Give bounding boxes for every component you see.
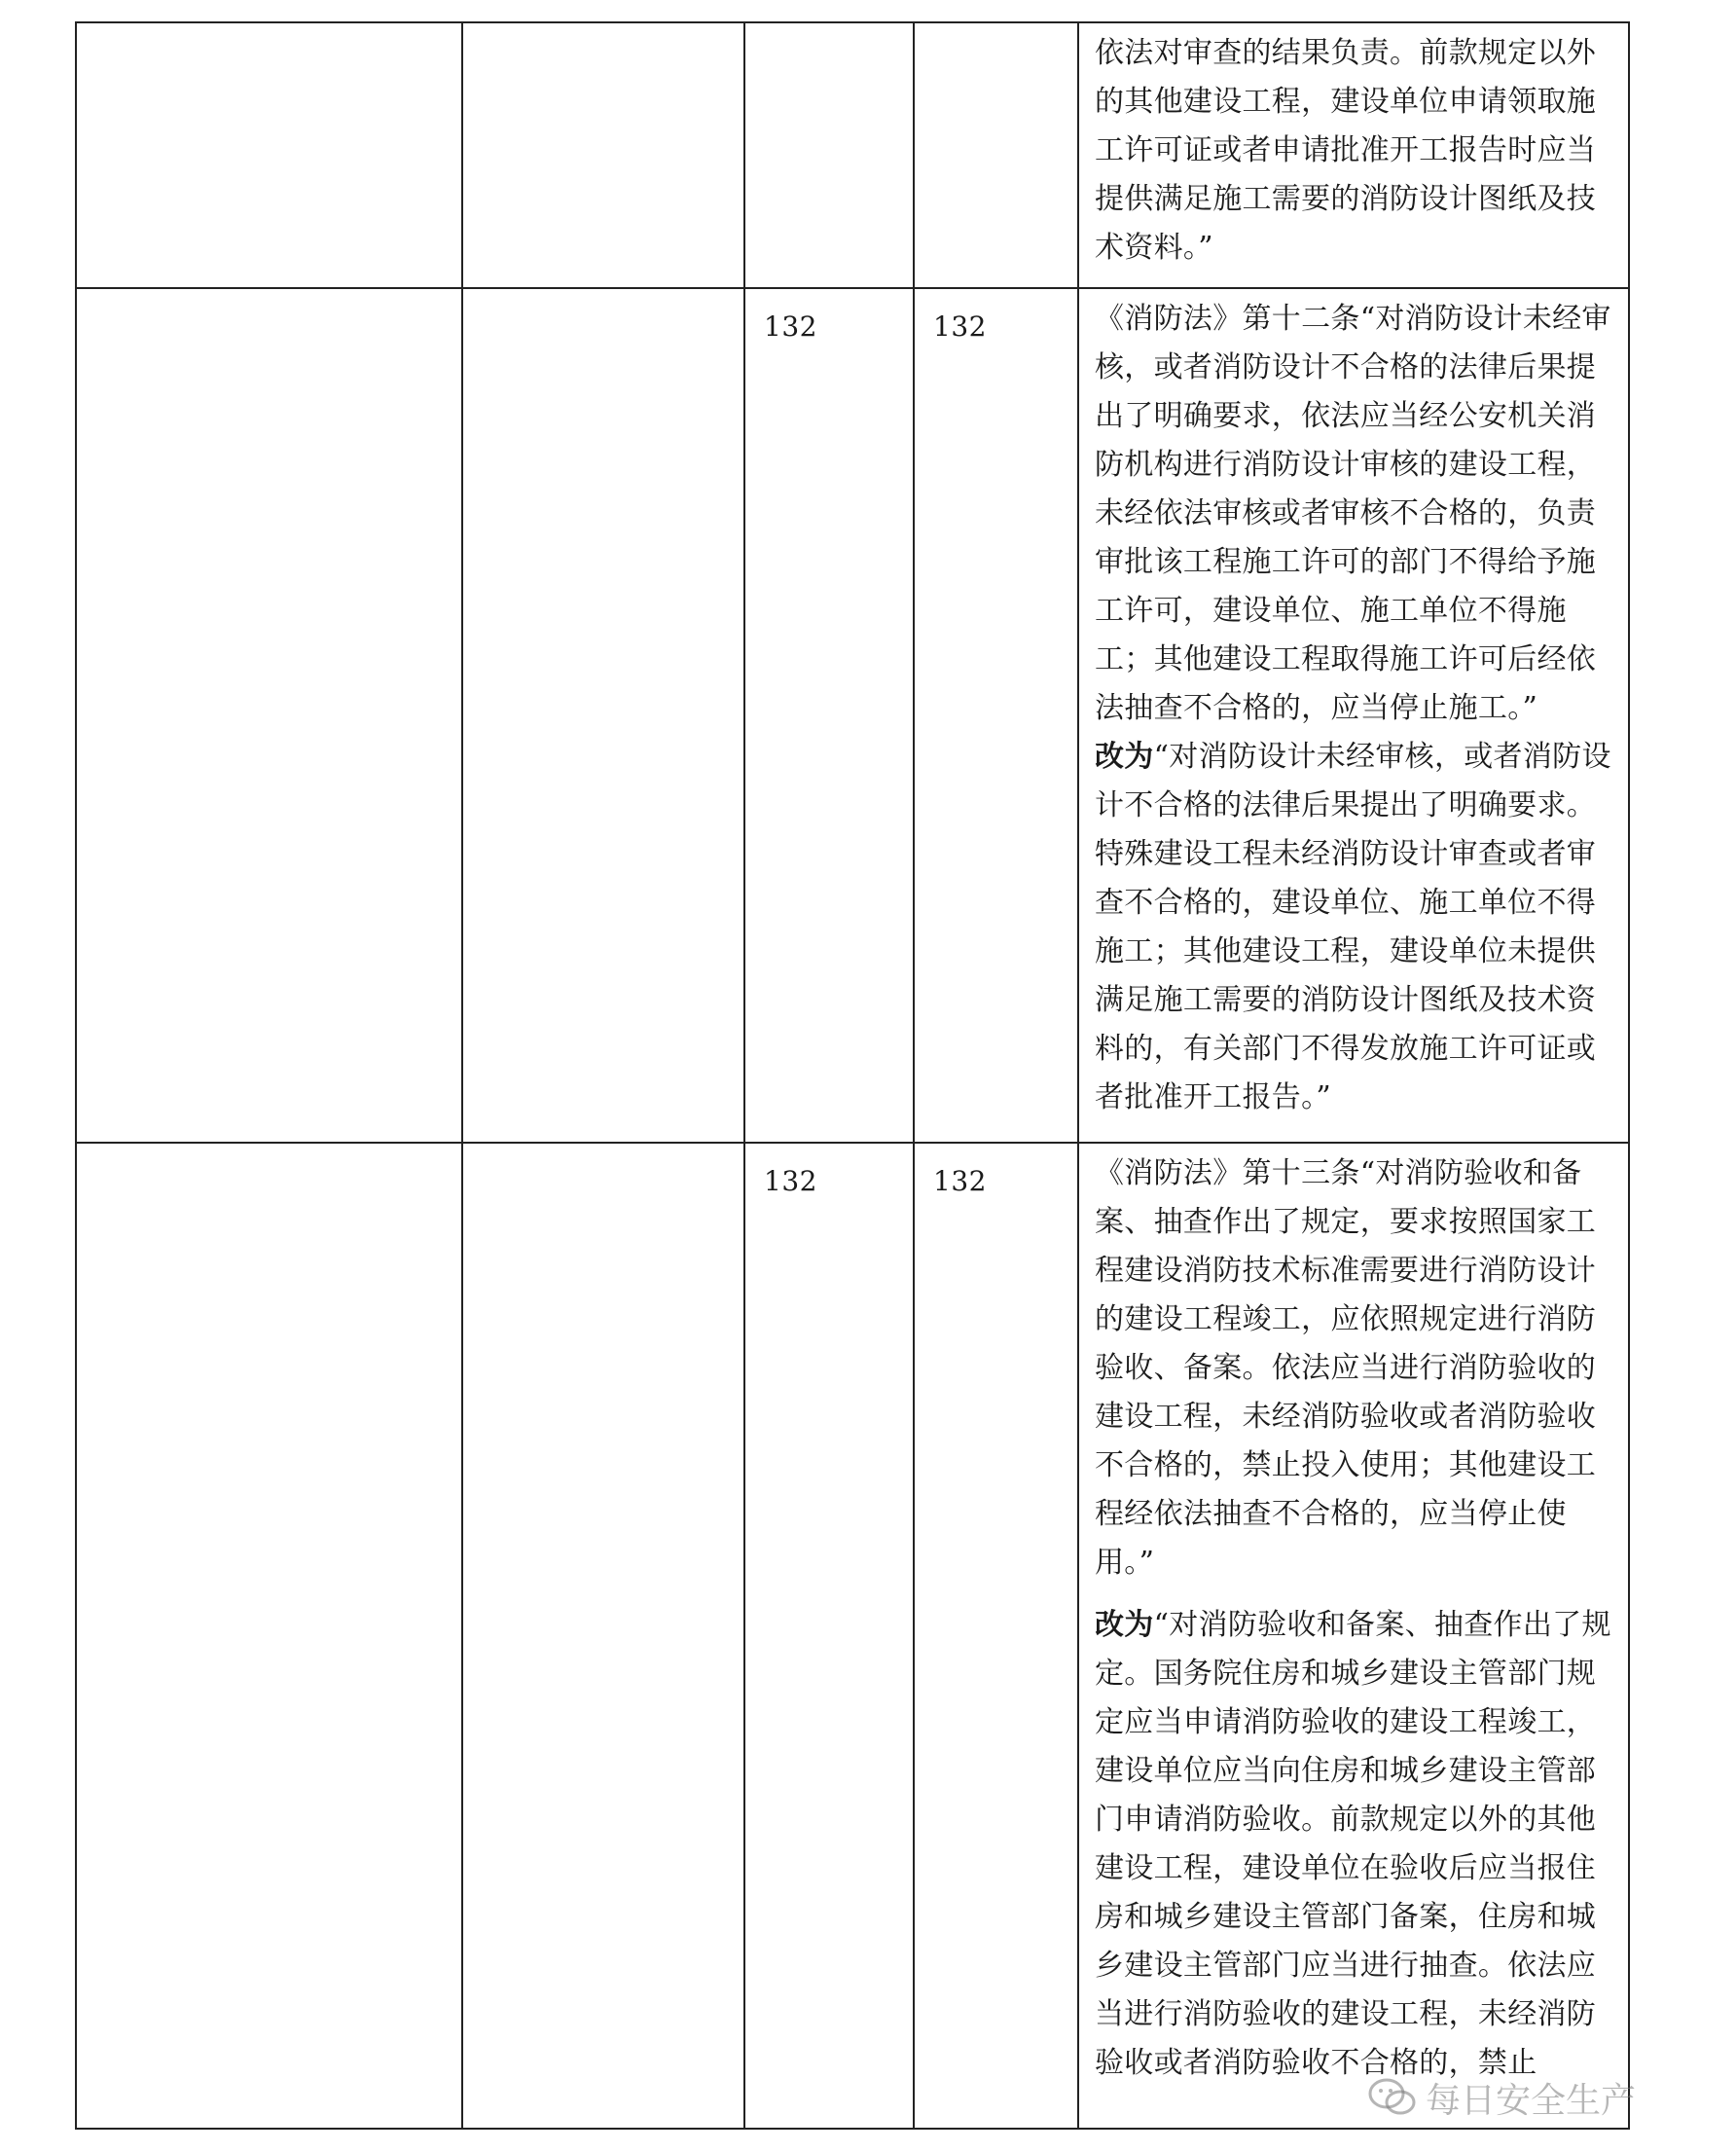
watermark-text: 每日安全生产 [1426,2080,1637,2121]
provision-paragraph-revised [1095,1601,1614,2088]
provision-text: 《消防法》第十二条“对消防设计未经审核，或者消防设计不合格的法律后果提出了明确要求，依法应当经公安机关消防机构进行消防设计审核的建设工程，未经依法审核或者审核不合格的，负责审批该工程施工许可的部门不得给予施工许可，建设单位、施工单位不得施工；其他建设工程取得施工许可后经依法抽查不合格的，应当停止施工。” [1095,302,1611,725]
empty-cell-2 [462,1143,744,2129]
change-marker: 改为 [1095,1608,1154,1642]
number-cell-a: 132 [744,288,914,1143]
provision-paragraph [1095,295,1614,733]
document-table [75,21,1630,2130]
provision-text: “对消防验收和备案、抽查作出了规定。国务院住房和城乡建设主管部门规定应当申请消防验收的建设工程竣工，建设单位应当向住房和城乡建设主管部门申请消防验收。前款规定以外的其他建设工程，建设单位在验收后应当报住房和城乡建设主管部门备案，住房和城乡建设主管部门应当进行抽查。依法应当进行消防验收的建设工程，未经消防验收或者消防验收不合格的，禁止 [1095,1608,1611,2080]
table-row [76,22,1629,288]
change-marker: 改为 [1095,740,1154,774]
provision-paragraph [1095,1149,1614,1587]
table-row [76,1143,1629,2129]
empty-cell-1 [76,1143,462,2129]
empty-cell-1 [76,288,462,1143]
provision-paragraph-revised [1095,733,1614,1122]
number-cell-b [914,22,1078,288]
provision-text-cell [1078,22,1629,288]
empty-cell-1 [76,22,462,288]
number-cell-b: 132 [914,1143,1078,2129]
provision-text: 《消防法》第十三条“对消防验收和备案、抽查作出了规定，要求按照国家工程建设消防技术标准需要进行消防设计的建设工程竣工，应依照规定进行消防验收、备案。依法应当进行消防验收的建设工程，未经消防验收或者消防验收不合格的，禁止投入使用；其他建设工程经依法抽查不合格的，应当停止使用。” [1095,1156,1597,1580]
empty-cell-2 [462,22,744,288]
provision-text: 依法对审查的结果负责。前款规定以外的其他建设工程，建设单位申请领取施工许可证或者申请批准开工报告时应当提供满足施工需要的消防设计图纸及技术资料。” [1095,36,1597,265]
table-row [76,288,1629,1143]
number-cell-a: 132 [744,1143,914,2129]
number-cell-a [744,22,914,288]
empty-cell-2 [462,288,744,1143]
number-cell-b: 132 [914,288,1078,1143]
provision-text-cell [1078,288,1629,1143]
provision-text-cell [1078,1143,1629,2129]
provision-paragraph [1095,29,1614,273]
provision-text: “对消防设计未经审核，或者消防设计不合格的法律后果提出了明确要求。特殊建设工程未经消防设计审查或者审查不合格的，建设单位、施工单位不得施工；其他建设工程，建设单位未提供满足施工需要的消防设计图纸及技术资料的，有关部门不得发放施工许可证或者批准开工报告。” [1095,740,1611,1114]
